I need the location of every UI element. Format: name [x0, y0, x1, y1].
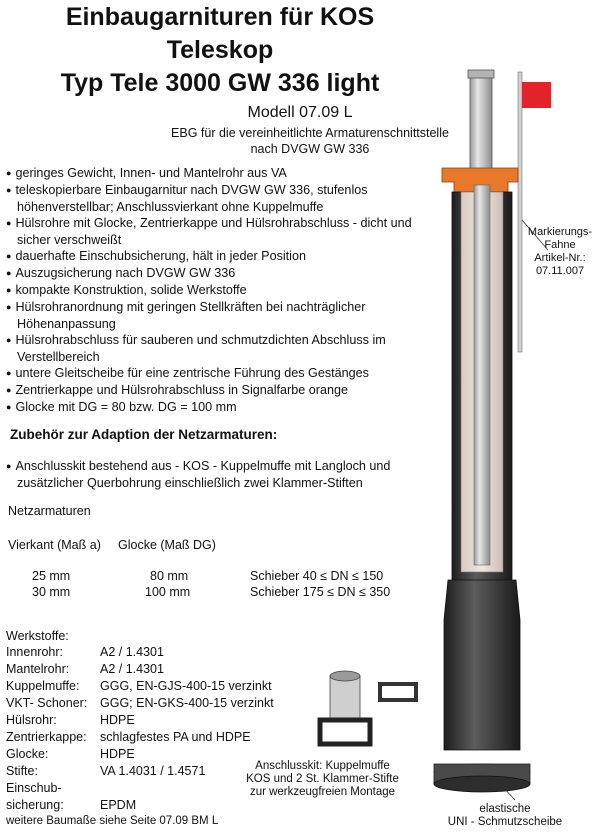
- table-row: [6, 712, 274, 729]
- net-cell-vierkant: 30 mm: [32, 585, 71, 599]
- clamp-pin: [320, 720, 370, 744]
- feature-item: ● Zentrierkappe und Hülsrohrabschluss in Signalfarbe orange: [6, 382, 446, 399]
- accessory-heading: Zubehör zur Adaption der Netzarmaturen:: [10, 427, 278, 442]
- feature-item: ● Hülsrohrabschluss für sauberen und schmutzdichten Abschluss im Verstellbereich: [6, 332, 446, 365]
- materials-heading: Werkstoffe:: [6, 629, 69, 643]
- table-row: [6, 729, 274, 746]
- material-value: HDPE: [100, 713, 135, 727]
- feature-item: ● geringes Gewicht, Innen- und Mantelrohr aus VA: [6, 165, 446, 182]
- feature-item: ● Glocke mit DG = 80 bzw. DG = 100 mm: [6, 399, 446, 416]
- title-line-1: Einbaugarnituren für KOS: [65, 3, 375, 31]
- accessory-item: ● Anschlusskit bestehend aus - KOS - Kuppelmuffe mit Langloch und zusätzlicher Querbohrung einschließlich zwei Klammer-Stiften: [6, 458, 446, 491]
- material-label: Hülsrohr:: [6, 713, 57, 727]
- table-row: [6, 644, 274, 661]
- net-heading: Netzarmaturen: [8, 504, 91, 518]
- material-value: GGG, EN-GJS-400-15 verzinkt: [100, 679, 272, 693]
- caption-flag: Markierungs- Fahne Artikel-Nr.: 07.11.007: [527, 226, 593, 277]
- material-label: Mantelrohr:: [6, 662, 70, 676]
- material-label: VKT- Schoner:: [6, 696, 88, 710]
- table-row: [6, 661, 274, 678]
- material-label: Stifte:: [6, 764, 38, 778]
- net-cell-schieber: Schieber 175 ≤ DN ≤ 350: [250, 585, 391, 599]
- material-value: A2 / 1.4301: [100, 645, 164, 659]
- accessory-list: [6, 458, 446, 491]
- footer-note: weitere Baumaße siehe Seite 07.09 BM L: [6, 815, 219, 827]
- feature-item: ● teleskopierbare Einbaugarnitur nach DVGW GW 336, stufenlos höhenverstellbar; Anschlussvierkant ohne Kuppelmuffe: [6, 182, 446, 215]
- table-row: [6, 763, 274, 780]
- net-cell-vierkant: 25 mm: [32, 569, 71, 583]
- material-value: VA 1.4031 / 1.4571: [100, 764, 206, 778]
- material-value: HDPE: [100, 747, 135, 761]
- spindle-cap: [468, 70, 494, 78]
- subtitle-line-2: nach DVGW GW 336: [250, 142, 370, 156]
- table-row: [6, 797, 274, 814]
- caption-disc: elastische UNI - Schmutzscheibe: [447, 803, 563, 828]
- coupling-kit-drawing: [310, 662, 430, 757]
- material-value: schlagfestes PA und HDPE: [100, 730, 251, 744]
- feature-item: ● dauerhafte Einschubsicherung, hält in jeder Position: [6, 248, 446, 265]
- clamp-pin: [380, 684, 416, 700]
- material-value: GGG; EN-GKS-400-15 verzinkt: [100, 696, 274, 710]
- table-row: [6, 780, 274, 797]
- caption-kit: Anschlusskit: Kuppelmuffe KOS und 2 St. Klammer-Stifte zur werkzeugfreien Montage: [246, 760, 399, 798]
- feature-list: [6, 165, 446, 416]
- table-row: [6, 746, 274, 763]
- marking-flag: [522, 82, 551, 108]
- materials-table: [6, 644, 274, 814]
- net-cell-schieber: Schieber 40 ≤ DN ≤ 150: [250, 569, 384, 583]
- feature-item: ● kompakte Konstruktion, solide Werkstoffe: [6, 282, 446, 299]
- feature-item: ● Hülsrohranordnung mit geringen Stellkräften bei nachträglicher Höhenanpassung: [6, 299, 446, 332]
- product-drawing: [420, 60, 600, 830]
- bell: [444, 580, 520, 750]
- net-cell-glocke: 100 mm: [145, 585, 191, 599]
- net-col-vierkant: Vierkant (Maß a): [8, 538, 101, 552]
- material-label: Zentrierkappe:: [6, 730, 87, 744]
- feature-item: ● Auszugsicherung nach DVGW GW 336: [6, 265, 446, 282]
- material-label: Glocke:: [6, 747, 49, 761]
- subtitle-line-1: EBG für die vereinheitlichte Armaturenschnittstelle: [171, 126, 449, 140]
- material-label: Innenrohr:: [6, 645, 63, 659]
- feature-item: ● untere Gleitscheibe für eine zentrische Führung des Gestänges: [6, 365, 446, 382]
- title-line-2: Teleskop: [166, 36, 274, 64]
- coupling-sleeve: [330, 676, 360, 718]
- model-number: Modell 07.09 L: [247, 104, 353, 121]
- material-label: Einschub-: [6, 781, 62, 795]
- material-label: sicherung:: [6, 798, 64, 812]
- material-value: EPDM: [100, 798, 137, 812]
- material-value: A2 / 1.4301: [100, 662, 164, 676]
- net-cell-glocke: 80 mm: [150, 569, 189, 583]
- flag-pole: [518, 72, 522, 352]
- table-row: [6, 678, 274, 695]
- title-line-3: Typ Tele 3000 GW 336 light: [60, 69, 380, 97]
- inner-rod: [474, 185, 490, 565]
- feature-item: ● Hülsrohre mit Glocke, Zentrierkappe und Hülsrohrabschluss - dicht und sicher verschweißt: [6, 215, 446, 248]
- net-col-glocke: Glocke (Maß DG): [118, 538, 216, 552]
- table-row: [6, 695, 274, 712]
- material-label: Kuppelmuffe:: [6, 679, 80, 693]
